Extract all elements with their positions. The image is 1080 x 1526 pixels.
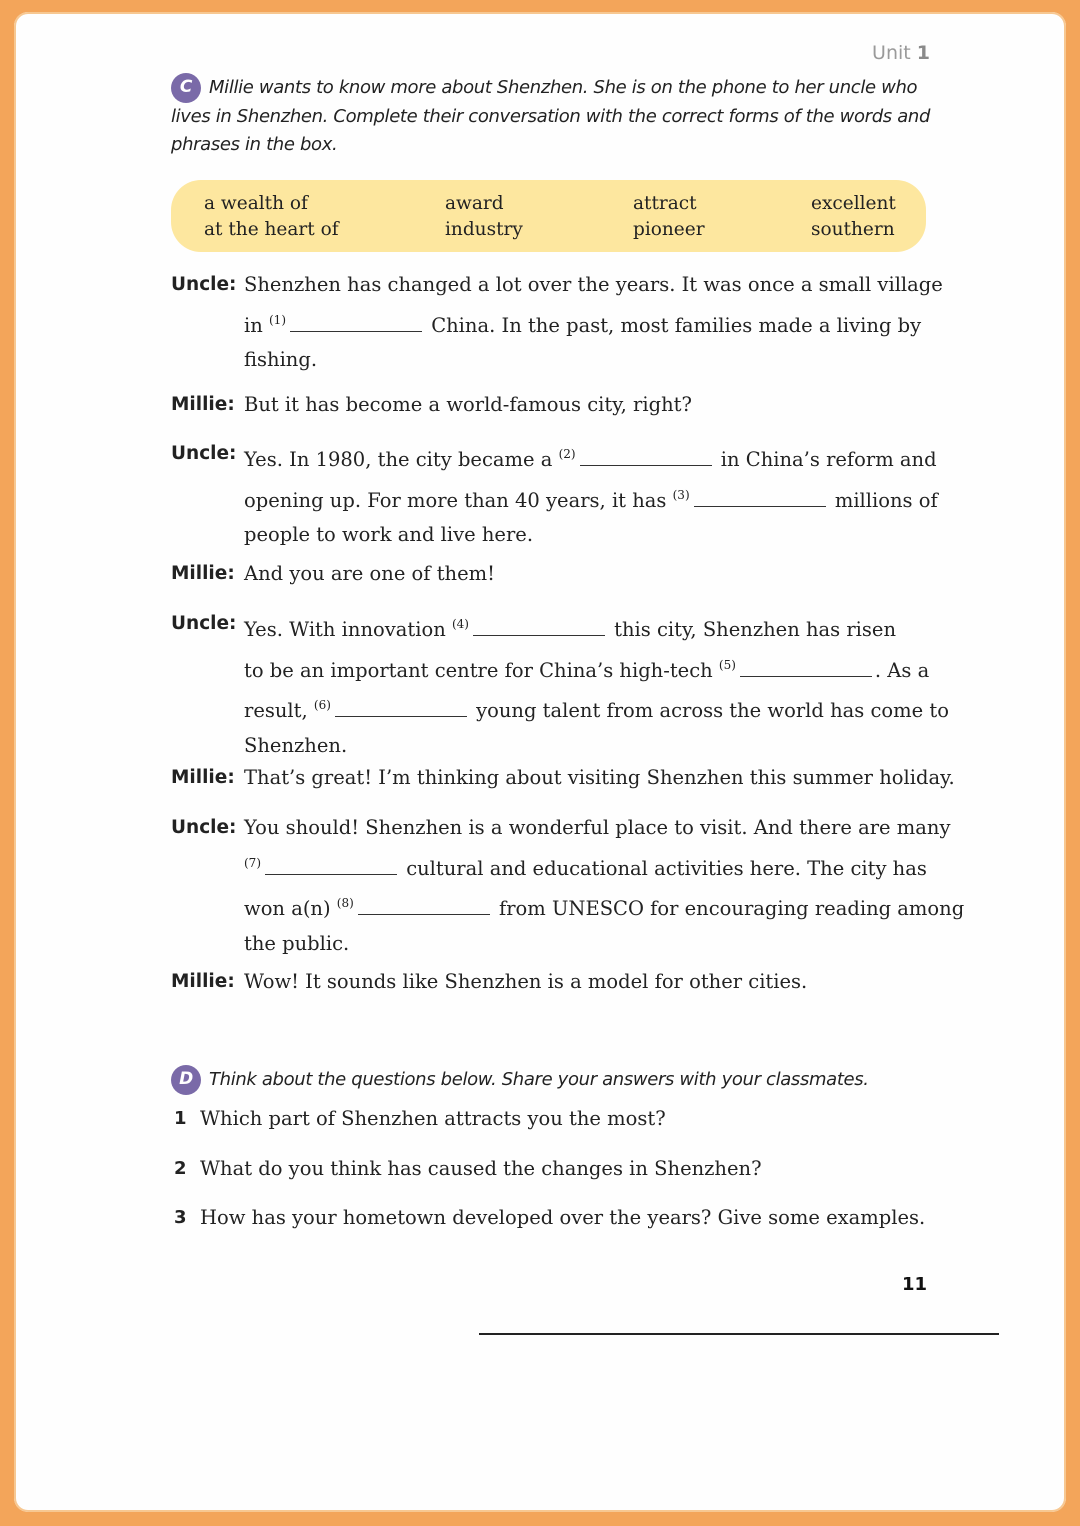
answer-blank[interactable] [358, 897, 490, 915]
section-d-instruction-text: Think about the questions below. Share your answers with your classmates. [209, 1069, 869, 1090]
line-text: Shenzhen. [244, 733, 348, 757]
dialogue-turn [171, 811, 965, 961]
line-text: this city, Shenzhen has risen [607, 618, 897, 641]
line-text: the public. [244, 931, 350, 955]
line-text: in [244, 313, 269, 337]
line-text: That’s great! I’m thinking about visiting Shenzhen this summer holiday. [244, 766, 955, 789]
line-text: Yes. With innovation [244, 618, 452, 641]
speech-line [244, 927, 964, 962]
unit-header [872, 42, 930, 64]
line-text: And you are one of them! [244, 562, 495, 585]
question-number: 2 [174, 1158, 187, 1179]
line-text: opening up. For more than 40 years, it has [244, 488, 673, 512]
question-text: Which part of Shenzhen attracts you the most? [200, 1107, 666, 1130]
line-text: in China’s reform and [714, 448, 937, 471]
speech-line [244, 388, 692, 423]
dialogue-turn [171, 607, 951, 763]
line-text: won a(n) [244, 897, 337, 920]
line-text: young talent from across the world has come to [469, 699, 949, 722]
speech-line [244, 761, 955, 796]
section-c-instruction [171, 73, 931, 158]
word-box-item: industry [445, 219, 523, 240]
line-text: You should! Shenzhen is a wonderful place to visit. And there are many [244, 816, 951, 839]
speech-text [244, 557, 495, 592]
line-text: Shenzhen has changed a lot over the years. It was once a small village [244, 273, 943, 296]
answer-blank[interactable] [335, 699, 467, 717]
word-box-item: pioneer [633, 219, 705, 240]
line-text: people to work and live here. [244, 523, 534, 546]
answer-blank[interactable] [473, 618, 605, 636]
speech-line [244, 729, 949, 764]
speaker-name: Uncle: [171, 817, 237, 838]
question-item [174, 1154, 762, 1184]
line-text: fishing. [244, 348, 318, 371]
line-text: But it has become a world-famous city, right? [244, 393, 692, 416]
speech-text [244, 388, 692, 423]
speech-line [244, 811, 964, 846]
speaker-name: Millie: [171, 971, 235, 992]
blank-number: (4) [451, 617, 469, 631]
dialogue-turn [171, 965, 951, 1000]
speech-line [244, 518, 938, 553]
blank-number: (1) [269, 312, 286, 327]
question-text: How has your hometown developed over the years? Give some examples. [200, 1206, 926, 1229]
question-number: 1 [174, 1108, 187, 1129]
page-number: 11 [902, 1274, 928, 1295]
word-box-item: excellent [811, 193, 896, 214]
blank-number: (6) [313, 698, 331, 712]
speaker-name: Millie: [171, 394, 235, 415]
speech-line [244, 846, 964, 887]
speech-line [244, 965, 807, 1000]
question-item [174, 1104, 666, 1134]
section-c-badge: C [171, 73, 201, 103]
word-box-column [204, 191, 339, 243]
word-box-item: at the heart of [204, 219, 339, 240]
speech-line [244, 268, 943, 303]
line-text: Yes. In 1980, the city became a [244, 448, 559, 471]
word-box-item: southern [811, 219, 895, 240]
speaker-name: Millie: [171, 767, 235, 788]
blank-number: (7) [244, 855, 261, 870]
footer-rule [479, 1333, 999, 1335]
question-item [174, 1203, 925, 1233]
word-box-column [633, 191, 705, 243]
speech-line [244, 343, 943, 378]
answer-blank[interactable] [265, 857, 397, 875]
line-text: from UNESCO for encouraging reading among [492, 897, 965, 920]
dialogue-turn [171, 557, 951, 592]
word-box-column [811, 191, 896, 243]
word-box-item: a wealth of [204, 193, 308, 214]
blank-number: (5) [718, 657, 736, 672]
dialogue-turn [171, 761, 955, 796]
line-text: cultural and educational activities here. The city has [400, 856, 927, 880]
speaker-name: Uncle: [171, 613, 237, 634]
speech-text [244, 268, 943, 378]
word-box-item: attract [633, 193, 697, 214]
answer-blank[interactable] [580, 448, 712, 466]
speaker-name: Uncle: [171, 443, 237, 464]
section-d-instruction [171, 1065, 931, 1095]
line-text: China. In the past, most families made a living by [425, 313, 922, 337]
line-text: . As a [874, 658, 930, 682]
line-text: Wow! It sounds like Shenzhen is a model for other cities. [244, 970, 808, 993]
speech-line [244, 688, 949, 729]
speaker-name: Millie: [171, 563, 235, 584]
speech-line [244, 303, 943, 344]
unit-label: Unit [872, 42, 911, 64]
blank-number: (2) [558, 447, 576, 461]
word-box-column [445, 191, 523, 243]
textbook-page [14, 12, 1066, 1512]
answer-blank[interactable] [290, 314, 422, 332]
speech-line [244, 557, 495, 592]
word-box-item: award [445, 193, 504, 214]
blank-number: (8) [336, 896, 354, 910]
line-text: millions of [828, 488, 938, 512]
blank-number: (3) [672, 487, 690, 502]
question-text: What do you think has caused the changes in Shenzhen? [200, 1157, 762, 1180]
speech-text [244, 437, 938, 553]
speech-text [244, 811, 964, 961]
speech-line [244, 478, 938, 519]
unit-number: 1 [916, 42, 930, 64]
line-text: result, [244, 699, 314, 722]
dialogue-turn [171, 437, 951, 553]
speech-text [244, 761, 955, 796]
speaker-name: Uncle: [171, 274, 237, 295]
speech-text [244, 965, 807, 1000]
question-number: 3 [174, 1207, 187, 1228]
speech-line [244, 886, 964, 927]
speech-line [244, 607, 949, 648]
dialogue-turn [171, 388, 951, 423]
section-d-badge: D [171, 1065, 201, 1095]
answer-blank[interactable] [740, 659, 872, 677]
speech-line [244, 648, 949, 689]
dialogue-turn [171, 268, 951, 378]
answer-blank[interactable] [694, 489, 826, 507]
line-text: to be an important centre for China’s high-tech [244, 658, 719, 682]
word-box [171, 180, 926, 252]
speech-line [244, 437, 938, 478]
section-c-instruction-text: Millie wants to know more about Shenzhen. She is on the phone to her uncle who lives in Shenzhen. Complete their conversation with the correct forms of the words and phrases in the box. [171, 77, 931, 155]
speech-text [244, 607, 949, 763]
